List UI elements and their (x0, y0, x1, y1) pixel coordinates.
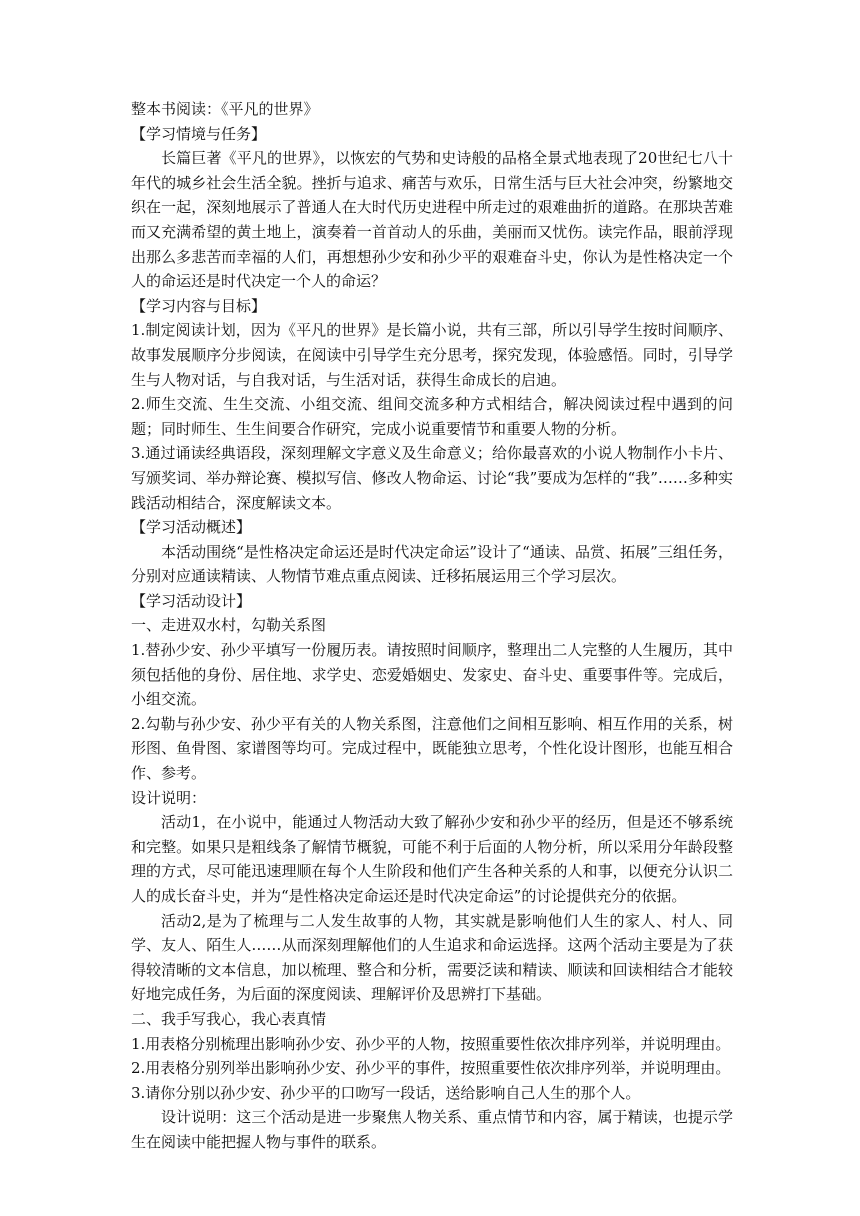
section-heading-design: 【学习活动设计】 (131, 591, 252, 610)
part-one-item-1: 1.替孙少安、孙少平填写一份履历表。请按照时间顺序，整理出二人完整的人生履历，其中须包括他的身份、居住地、求学史、恋爱婚姻史、发家史、奋斗史、重要事件等。完成后，小组交流。 (131, 641, 733, 709)
section-heading-situation: 【学习情境与任务】 (131, 124, 267, 143)
paragraph-situation: 长篇巨著《平凡的世界》，以恢宏的气势和史诗般的品格全景式地表现了20世纪七八十年代的城乡社会生活全貌。挫折与追求、痛苦与欢乐，日常生活与巨大社会冲突，纷繁地交织在一起，深刻地展示了普通人在大时代历史进程中所走过的艰难曲折的道路。在那块苦难而又充满希望的黄土地上，演奏着一首首动人的乐曲，美丽而又忧伤。读完作品，眼前浮现出那么多悲苦而幸福的人们，再想想孙少安和孙少平的艰难奋斗史，你认为是性格决定一个人的命运还是时代决定一个人的命运？ (131, 149, 733, 291)
goal-item-1: 1.制定阅读计划，因为《平凡的世界》是长篇小说，共有三部，所以引导学生按时间顺序、故事发展顺序分步阅读，在阅读中引导学生充分思考，探究发现，体验感悟。同时，引导学生与人物对话，与自我对话，与生活对话，获得生命成长的启迪。 (131, 321, 733, 389)
design-notes-paragraph-2: 活动2,是为了梳理与二人发生故事的人物，其实就是影响他们人生的家人、村人、同学、友人、陌生人……从而深刻理解他们的人生追求和命运选择。这两个活动主要是为了获得较清晰的文本信息，加以梳理、整合和分析，需要泛读和精读、顺读和回读相结合才能较好地完成任务，为后面的深度阅读、理解评价及思辨打下基础。 (131, 911, 733, 1004)
part-one-item-2: 2.勾勒与孙少安、孙少平有关的人物关系图，注意他们之间相互影响、相互作用的关系，树形图、鱼骨图、家谱图等均可。完成过程中，既能独立思考，个性化设计图形，也能互相合作、参考。 (131, 714, 733, 783)
part-two-item-1: 1.用表格分别梳理出影响孙少安、孙少平的人物，按照重要性依次排序列举，并说明理由。 (131, 1034, 731, 1053)
part-two-heading: 二、我手写我心，我心表真情 (131, 1009, 327, 1028)
part-two-design-notes: 设计说明：这三个活动是进一步聚焦人物关系、重点情节和内容，属于精读，也提示学生在阅读中能把握人物与事件的联系。 (131, 1108, 733, 1151)
section-heading-overview: 【学习活动概述】 (131, 518, 252, 537)
section-heading-content-goals: 【学习内容与目标】 (131, 296, 267, 315)
goal-item-3: 3.通过诵读经典语段，深刻理解文字意义及生命意义；给你最喜欢的小说人物制作小卡片、写颁奖词、举办辩论赛、模拟写信、修改人物命运、讨论“我”要成为怎样的“我”……多种实践活动相结合，深度解读文本。 (131, 444, 733, 512)
design-notes-heading: 设计说明： (131, 788, 207, 807)
paragraph-overview: 本活动围绕“是性格决定命运还是时代决定命运”设计了“通读、品赏、拓展”三组任务，分别对应通读精读、人物情节难点重点阅读、迁移拓展运用三个学习层次。 (131, 542, 733, 586)
document-title: 整本书阅读：《平凡的世界》 (131, 100, 319, 118)
part-two-item-2: 2.用表格分别列举出影响孙少安、孙少平的事件，按照重要性依次排序列举，并说明理由。 (131, 1059, 731, 1078)
goal-item-2: 2.师生交流、生生交流、小组交流、组间交流多种方式相结合，解决阅读过程中遇到的问题；同时师生、生生间要合作研究，完成小说重要情节和重要人物的分析。 (131, 395, 733, 438)
document-page (131, 97, 733, 1155)
design-notes-paragraph-1: 活动1，在小说中，能通过人物活动大致了解孙少安和孙少平的经历，但是还不够系统和完整。如果只是粗线条了解情节概貌，可能不利于后面的人物分析，所以采用分年龄段整理的方式，尽可能迅速理顺在每个人生阶段和他们产生各种关系的人和事，以便充分认识二人的成长奋斗史，并为“是性格决定命运还是时代决定命运”的讨论提供充分的依据。 (131, 813, 733, 905)
part-two-item-3: 3.请你分别以孙少安、孙少平的口吻写一段话，送给影响自己人生的那个人。 (131, 1083, 641, 1102)
part-one-heading: 一、走进双水村，勾勒关系图 (131, 616, 327, 635)
